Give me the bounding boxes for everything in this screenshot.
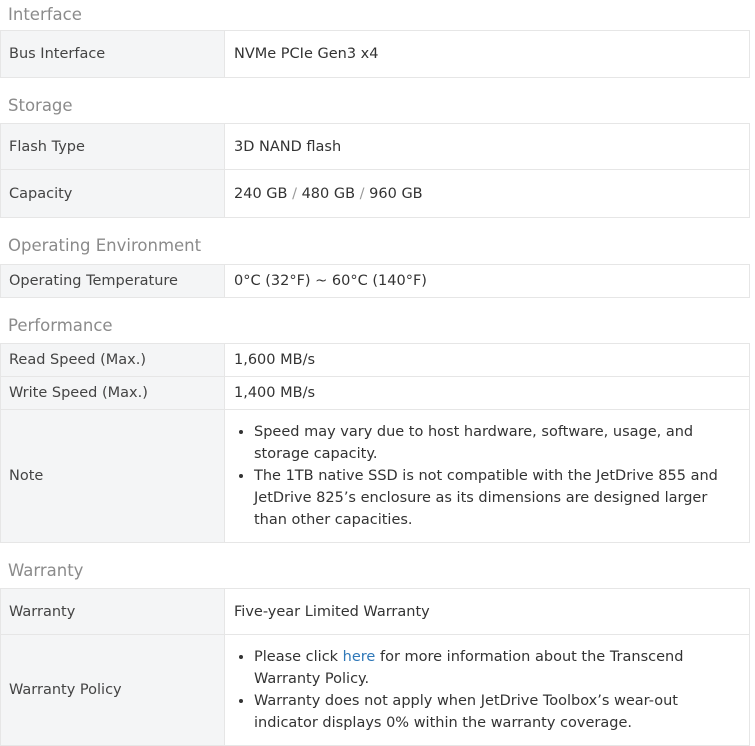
note-list bbox=[234, 421, 737, 531]
row-value: 1,600 MB/s bbox=[225, 344, 750, 377]
capacity-option: 960 GB bbox=[369, 185, 423, 202]
row-value: NVMe PCIe Gen3 x4 bbox=[225, 31, 750, 78]
table-row bbox=[1, 31, 750, 78]
section-title-warranty: Warranty bbox=[8, 561, 84, 580]
section-title-performance: Performance bbox=[8, 316, 113, 335]
capacity-separator: / bbox=[292, 185, 297, 202]
capacity-value bbox=[225, 170, 750, 218]
section-title-operating-environment: Operating Environment bbox=[8, 236, 202, 255]
row-value: 1,400 MB/s bbox=[225, 377, 750, 410]
row-label: Operating Temperature bbox=[1, 265, 225, 298]
table-row bbox=[1, 377, 750, 410]
capacity-option: 240 GB bbox=[234, 185, 288, 202]
table-row bbox=[1, 410, 750, 543]
row-label: Read Speed (Max.) bbox=[1, 344, 225, 377]
row-label: Write Speed (Max.) bbox=[1, 377, 225, 410]
row-label: Flash Type bbox=[1, 124, 225, 170]
performance-table bbox=[0, 343, 750, 543]
warranty-policy-list bbox=[234, 646, 737, 734]
table-row bbox=[1, 344, 750, 377]
row-value: 3D NAND flash bbox=[225, 124, 750, 170]
capacity-option: 480 GB bbox=[301, 185, 356, 202]
table-row bbox=[1, 170, 750, 218]
row-label: Warranty bbox=[1, 589, 225, 635]
operating-environment-table bbox=[0, 264, 750, 298]
policy-text-after: for more information about the Transcend Warranty Policy. bbox=[254, 649, 684, 687]
row-label: Bus Interface bbox=[1, 31, 225, 78]
row-value: 0°C (32°F) ~ 60°C (140°F) bbox=[225, 265, 750, 298]
row-value: Five-year Limited Warranty bbox=[225, 589, 750, 635]
policy-text-before: Please click bbox=[254, 649, 343, 665]
warranty-table bbox=[0, 588, 750, 746]
list-item bbox=[254, 646, 737, 690]
interface-table bbox=[0, 30, 750, 78]
warranty-policy-value bbox=[225, 635, 750, 746]
table-row bbox=[1, 265, 750, 298]
table-row bbox=[1, 124, 750, 170]
list-item: • Warranty does not apply when JetDrive Toolbox’s wear-out indicator displays 0% within the warranty coverage. bbox=[254, 690, 737, 734]
section-title-interface: Interface bbox=[8, 5, 82, 24]
table-row bbox=[1, 589, 750, 635]
list-item: • The 1TB native SSD is not compatible with the JetDrive 855 and JetDrive 825’s enclosure as its dimensions are designed larger than other capacities. bbox=[254, 465, 737, 531]
section-title-storage: Storage bbox=[8, 96, 73, 115]
list-item: • Speed may vary due to host hardware, software, usage, and storage capacity. bbox=[254, 421, 737, 465]
row-label: Note bbox=[1, 410, 225, 543]
row-label: Warranty Policy bbox=[1, 635, 225, 746]
table-row bbox=[1, 635, 750, 746]
capacity-separator: / bbox=[359, 185, 365, 202]
warranty-policy-link[interactable]: here bbox=[342, 649, 376, 665]
storage-table bbox=[0, 123, 750, 218]
note-value bbox=[225, 410, 750, 543]
row-label: Capacity bbox=[1, 170, 225, 218]
